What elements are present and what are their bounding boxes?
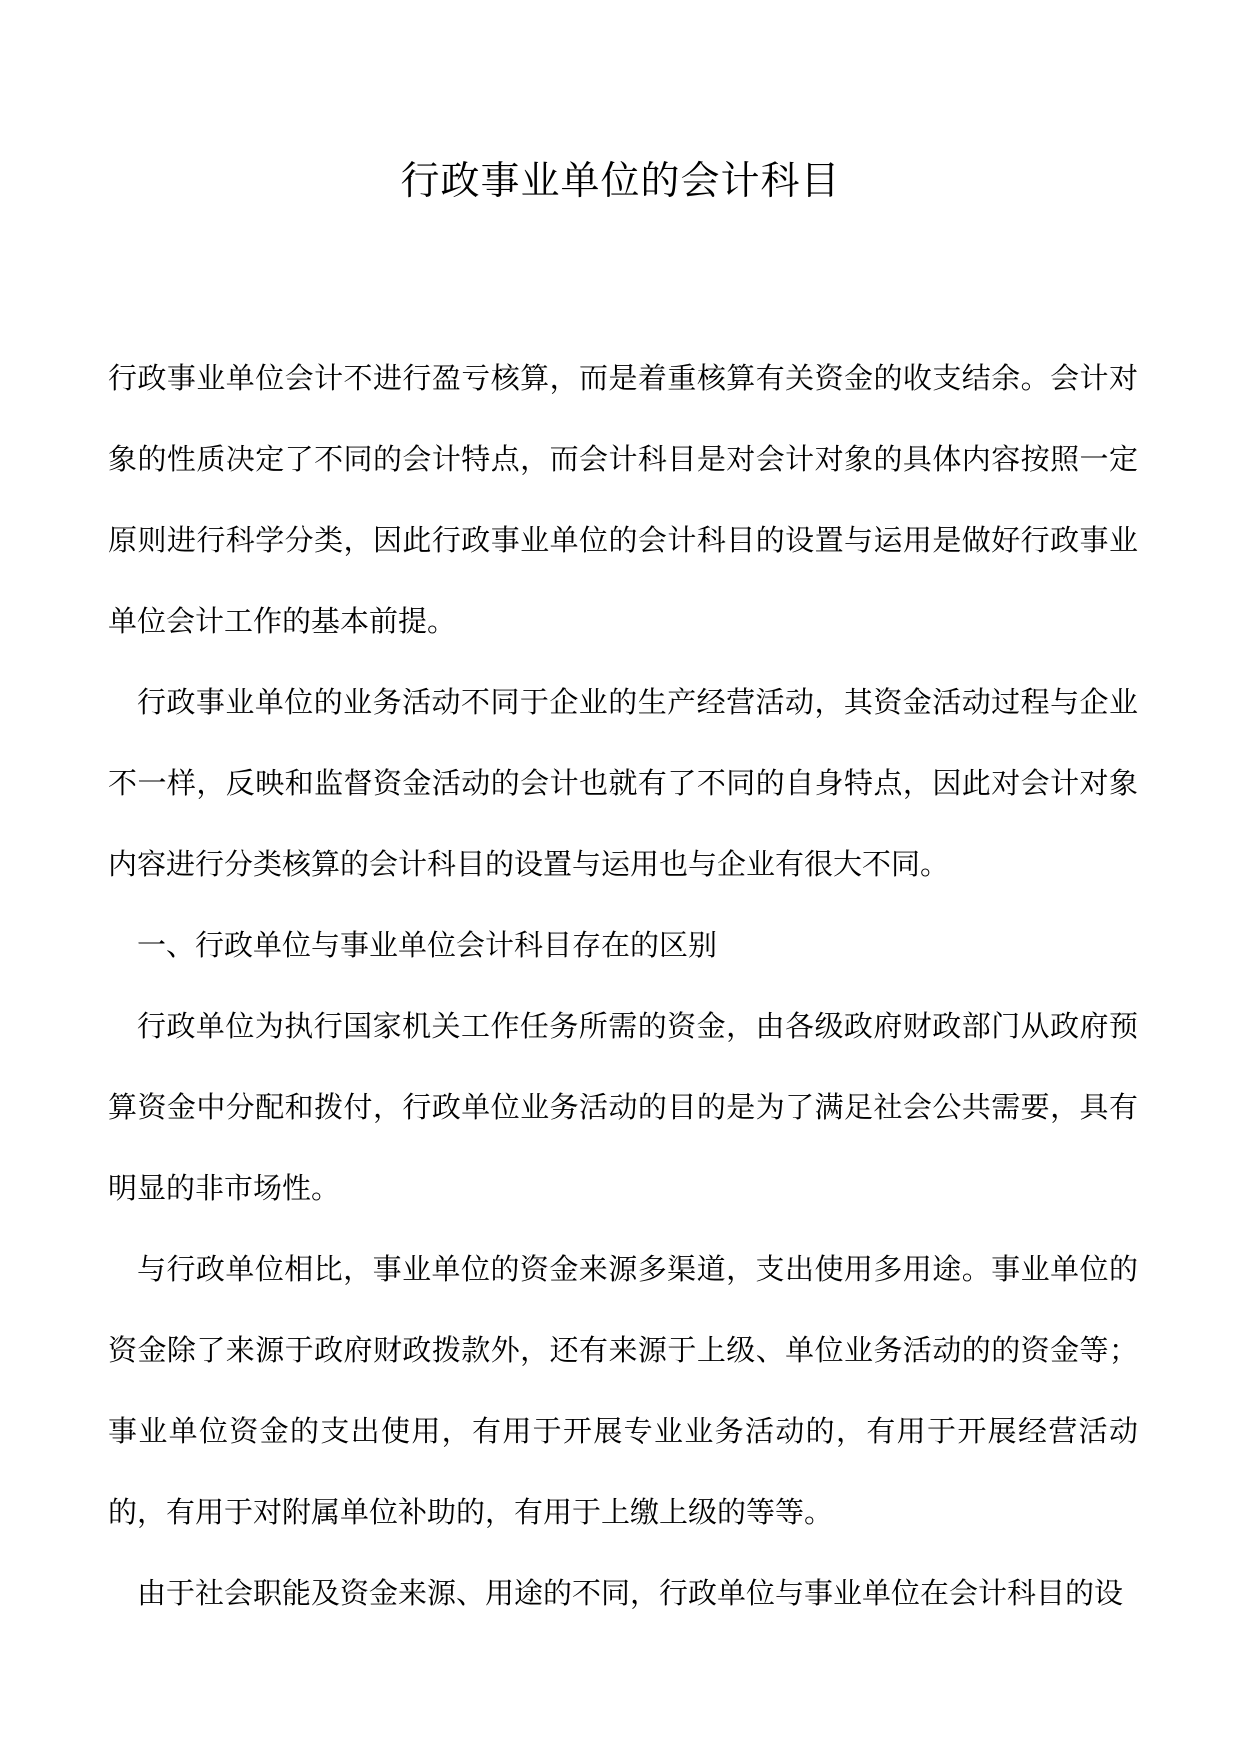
document-body	[108, 338, 1138, 1634]
paragraph-5: 由于社会职能及资金来源、用途的不同，行政单位与事业单位在会计科目的设	[137, 1576, 1124, 1610]
paragraph-3: 行政单位为执行国家机关工作任务所需的资金，由各级政府财政部门从政府预算资金中分配和拨付，行政单位业务活动的目的是为了满足社会公共需要，具有明显的非市场性。	[108, 1009, 1138, 1205]
paragraph-2: 行政事业单位的业务活动不同于企业的生产经营活动，其资金活动过程与企业不一样，反映和监督资金活动的会计也就有了不同的自身特点，因此对会计对象内容进行分类核算的会计科目的设置与运用也与企业有很大不同。	[108, 685, 1138, 881]
paragraph-1: 行政事业单位会计不进行盈亏核算，而是着重核算有关资金的收支结余。会计对象的性质决定了不同的会计特点，而会计科目是对会计对象的具体内容按照一定原则进行科学分类，因此行政事业单位的会计科目的设置与运用是做好行政事业单位会计工作的基本前提。	[108, 361, 1138, 638]
section-heading: 一、行政单位与事业单位会计科目存在的区别	[137, 928, 718, 962]
paragraph-4: 与行政单位相比，事业单位的资金来源多渠道，支出使用多用途。事业单位的资金除了来源于政府财政拨款外，还有来源于上级、单位业务活动的的资金等；事业单位资金的支出使用，有用于开展专业业务活动的，有用于开展经营活动的，有用于对附属单位补助的，有用于上缴上级的等等。	[108, 1252, 1138, 1529]
document-title: 行政事业单位的会计科目	[400, 159, 841, 204]
